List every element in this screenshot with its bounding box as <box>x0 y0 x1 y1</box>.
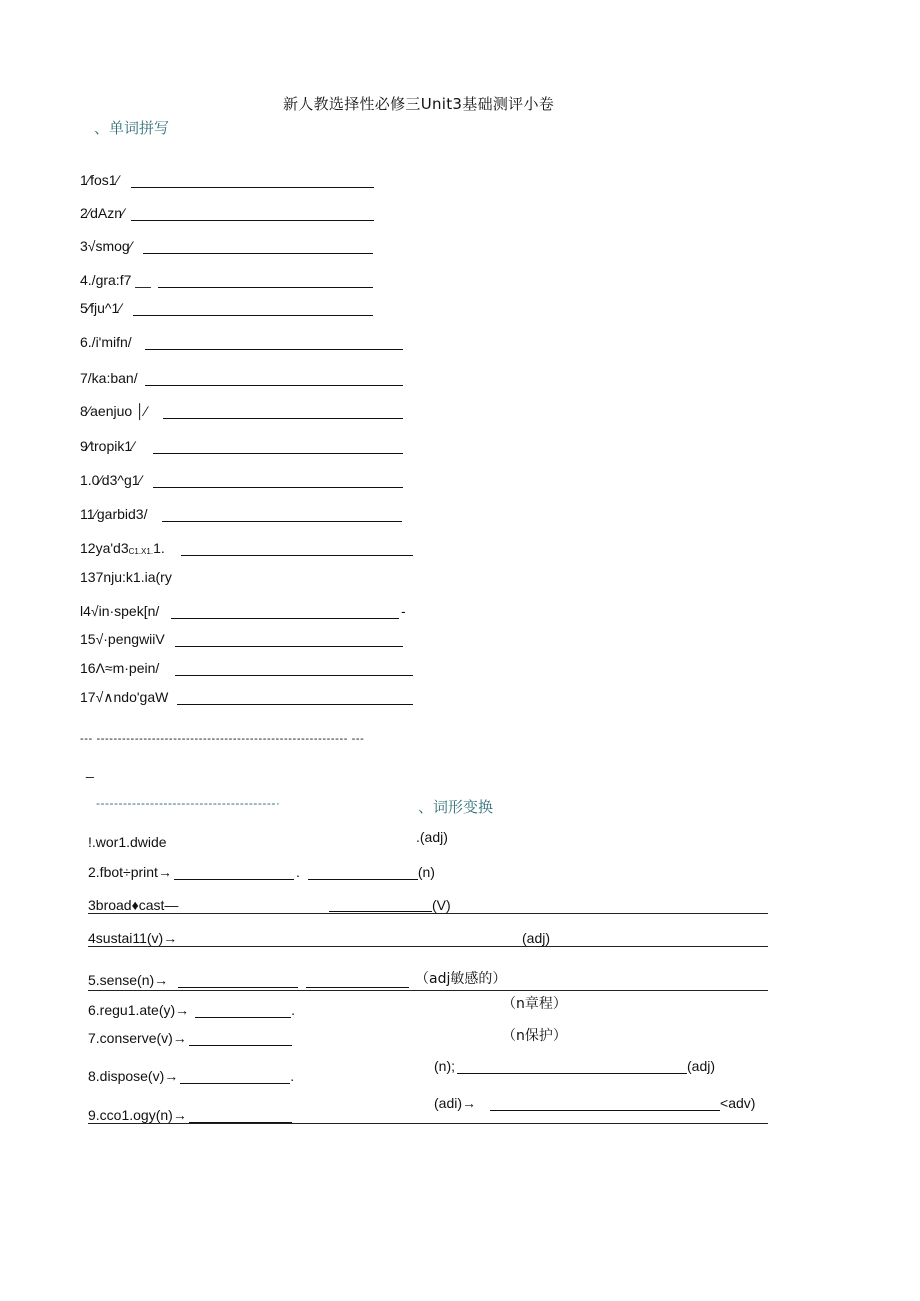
spelling-item <box>80 569 172 585</box>
wordform-mid: (adi)→ <box>434 1095 477 1111</box>
ruled-line <box>88 1123 768 1124</box>
wordform-suffix: (adj) <box>522 930 551 946</box>
answer-blank[interactable] <box>145 385 403 386</box>
answer-blank[interactable] <box>175 675 413 676</box>
answer-blank[interactable] <box>174 865 294 880</box>
answer-blank[interactable] <box>195 1003 291 1018</box>
wordform-text: 4sustai11(v)→ <box>88 930 178 946</box>
wordform-text: 5.sense(n)→ <box>88 972 169 988</box>
answer-blank[interactable] <box>175 646 403 647</box>
wordform-text: 8.dispose(v)→ <box>88 1068 179 1084</box>
answer-blank[interactable] <box>153 453 403 454</box>
spelling-item <box>80 300 122 316</box>
wordform-item <box>88 834 167 850</box>
ruled-line <box>88 913 768 914</box>
wordform-item <box>88 897 178 913</box>
wordform-item <box>88 1030 292 1046</box>
phonetic-label: 17√∧ndo'gaW <box>80 689 169 705</box>
phonetic-label: 5∕fju^1∕ <box>80 300 122 316</box>
phonetic-label: 12ya'd3 <box>80 540 129 556</box>
answer-blank[interactable] <box>131 187 374 188</box>
answer-blank[interactable] <box>153 487 403 488</box>
phonetic-label: l4√in·spek[n/ <box>80 603 160 619</box>
spelling-item <box>80 272 151 288</box>
spelling-item <box>80 172 119 188</box>
answer-blank[interactable] <box>131 220 374 221</box>
phonetic-label: 11∕garbid3/ <box>80 506 148 522</box>
wordform-text: 2.fbot÷print→ <box>88 864 172 880</box>
separator-left: --- <box>80 733 93 745</box>
wordform-item <box>88 1068 294 1084</box>
phonetic-label: 15√·pengwiiV <box>80 631 165 647</box>
spelling-item <box>80 631 165 647</box>
answer-blank[interactable] <box>457 1059 687 1074</box>
ruled-line <box>88 946 768 947</box>
wordform-item <box>88 972 409 988</box>
wordform-item-right <box>434 1058 715 1074</box>
answer-blank[interactable] <box>490 1096 720 1111</box>
wordform-item <box>88 1002 295 1018</box>
answer-blank[interactable] <box>158 287 373 288</box>
answer-blank[interactable] <box>145 349 403 350</box>
stray-underscore: _ <box>86 762 94 778</box>
spelling-item <box>80 438 134 454</box>
separator-middle: ----------------------------------------------------------- <box>96 733 348 745</box>
separator-line <box>80 733 364 745</box>
wordform-mid: (n); <box>434 1058 455 1074</box>
section2-dashes: ----------------------------------------· <box>96 796 281 810</box>
phonetic-label: 4./gra:f7 __ <box>80 272 151 288</box>
phonetic-label: 3√smog∕ <box>80 238 133 254</box>
phonetic-label: 8∕aenjuo │∕ <box>80 403 148 419</box>
answer-blank[interactable] <box>171 618 399 619</box>
answer-blank[interactable] <box>143 253 373 254</box>
spelling-item <box>80 603 159 619</box>
spelling-item <box>80 506 147 522</box>
phonetic-label: 9∕tropik1∕ <box>80 438 135 454</box>
wordform-text: 3broad♦cast— <box>88 897 179 913</box>
spelling-item <box>80 334 132 350</box>
wordform-note: （n章程） <box>502 996 567 1012</box>
section-heading-wordforms: 、词形变换 <box>418 798 494 816</box>
wordform-suffix: (n) <box>417 864 435 880</box>
answer-blank[interactable] <box>133 315 373 316</box>
answer-blank[interactable] <box>162 521 402 522</box>
spelling-item <box>80 205 124 221</box>
answer-blank[interactable] <box>178 973 298 988</box>
wordform-item-right <box>434 1095 755 1111</box>
page-title: 新人教选择性必修三Unit3基础测评小卷 <box>283 95 555 113</box>
wordform-text: !.wor1.dwide <box>88 834 167 850</box>
answer-blank[interactable] <box>163 418 403 419</box>
wordform-item <box>88 930 177 946</box>
answer-blank[interactable] <box>189 1108 292 1123</box>
phonetic-label: 1∕fos1∕ <box>80 172 119 188</box>
wordform-item <box>88 864 435 880</box>
wordform-suffix: (adj) <box>687 1058 716 1074</box>
wordform-suffix: .(adj) <box>416 829 448 845</box>
spelling-item <box>80 370 138 386</box>
answer-blank[interactable] <box>180 1069 290 1084</box>
wordform-dot: . <box>291 1002 296 1018</box>
phonetic-label: 16Λ≈m·pein/ <box>80 660 160 676</box>
wordform-text: 9.cco1.ogy(n)→ <box>88 1107 187 1123</box>
phonetic-label: 137nju:k1.ia(ry <box>80 569 172 585</box>
wordform-item <box>88 1107 292 1123</box>
phonetic-superscript: C1.X1. <box>128 547 154 556</box>
section-heading-spelling: 、单词拼写 <box>94 119 170 137</box>
wordform-suffix: <adv) <box>720 1095 756 1111</box>
wordform-suffix: （adj敏感的） <box>415 971 507 987</box>
spelling-item <box>80 689 168 706</box>
spelling-item <box>80 540 165 556</box>
answer-blank[interactable] <box>308 865 418 880</box>
answer-blank[interactable] <box>181 555 413 556</box>
wordform-text: 6.regu1.ate(y)→ <box>88 1002 190 1018</box>
wordform-dot: . <box>290 1068 295 1084</box>
answer-blank[interactable] <box>306 973 409 988</box>
wordform-dot: . <box>295 864 300 880</box>
phonetic-label: 1.0∕d3^g1∕ <box>80 472 142 488</box>
wordform-text: 7.conserve(v)→ <box>88 1030 187 1046</box>
trailing-dash: - <box>401 603 406 619</box>
answer-blank[interactable] <box>177 704 413 705</box>
answer-blank[interactable] <box>329 911 432 912</box>
spelling-item <box>80 403 147 419</box>
spelling-item <box>80 660 159 676</box>
wordform-suffix: (V) <box>432 897 451 913</box>
separator-right: --- <box>351 733 365 745</box>
spelling-item <box>80 238 132 254</box>
spelling-item <box>80 472 142 488</box>
wordform-note: （n保护） <box>502 1028 567 1044</box>
phonetic-label: 7/ka:ban/ <box>80 370 138 386</box>
phonetic-label: 6./i'mifn/ <box>80 334 132 350</box>
ruled-line <box>88 990 768 991</box>
answer-blank[interactable] <box>189 1031 292 1046</box>
phonetic-label: 2∕dAzn∕ <box>80 205 125 221</box>
phonetic-tail: 1. <box>153 540 165 556</box>
